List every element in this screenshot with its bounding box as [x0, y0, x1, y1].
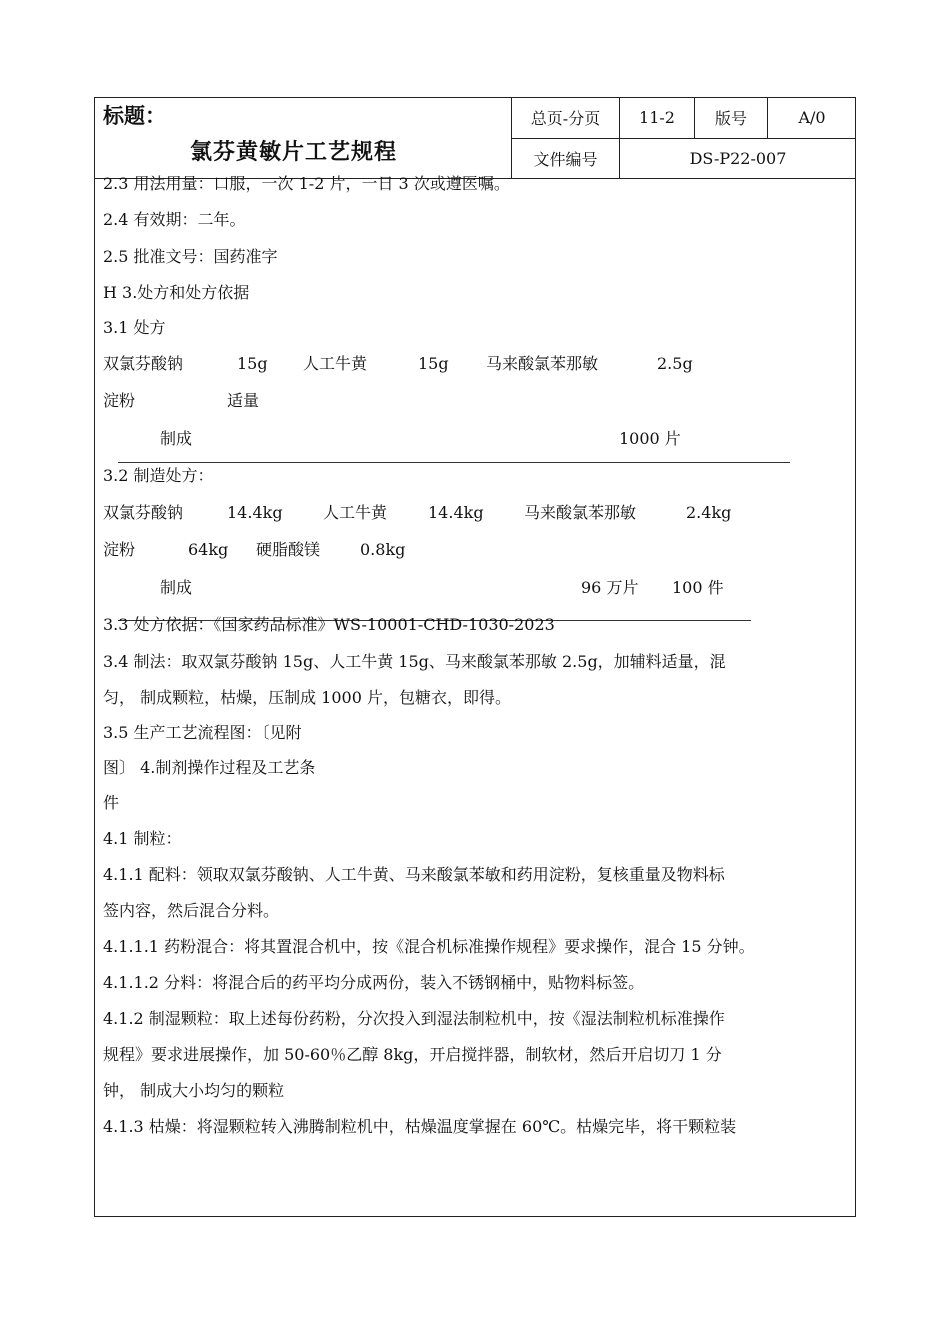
ingredient-qty: 2.5g: [657, 354, 693, 373]
ingredient-qty: 64kg: [188, 540, 229, 559]
text-line: 图〕 4.制剂操作过程及工艺条: [103, 758, 316, 777]
file-no-value-cell: [620, 139, 856, 179]
yield-value: 100 件: [672, 578, 724, 597]
text-line: 3.5 生产工艺流程图：〔见附: [103, 723, 302, 742]
text-line: 4.1.2 制湿颗粒：取上述每份药粉，分次投入到湿法制粒机中，按《湿法制粒机标准操作: [103, 1009, 725, 1028]
text-line: 3.3 处方依据：《国家药品标准》WS-10001-CHD-1030-2023: [103, 615, 555, 634]
text-line: 签内容，然后混合分料。: [103, 901, 280, 920]
ingredient-name: 马来酸氯苯那敏: [524, 503, 637, 522]
text-line: 钟， 制成大小均匀的颗粒: [103, 1081, 285, 1100]
ingredient-name: 马来酸氯苯那敏: [486, 354, 599, 373]
ingredient-name: 淀粉: [103, 391, 136, 410]
subsection-heading: 3.1 处方: [103, 318, 166, 337]
text-line: 匀， 制成颗粒，枯燥，压制成 1000 片，包糖衣，即得。: [103, 688, 511, 707]
ingredient-name: 双氯芬酸钠: [103, 354, 184, 373]
text-line: 2.3 用法用量：口服，一次 1-2 片，一日 3 次或遵医嘱。: [103, 174, 510, 193]
text-line: 规程》要求进展操作，加 50-60％乙醇 8kg，开启搅拌器，制软材，然后开启切刀 1 分: [103, 1045, 722, 1064]
yield-value: 96 万片: [581, 578, 639, 597]
file-no-label: 文件编号: [533, 150, 598, 169]
ingredient-qty: 2.4kg: [686, 503, 732, 522]
ingredient-qty: 适量: [227, 391, 260, 410]
ingredient-name: 双氯芬酸钠: [103, 503, 184, 522]
page-label-cell: [512, 97, 620, 139]
yield-label: 制成: [160, 429, 193, 448]
yield-label: 制成: [160, 578, 193, 597]
ingredient-qty: 15g: [418, 354, 449, 373]
text-line: 4.1.3 枯燥：将湿颗粒转入沸腾制粒机中，枯燥温度掌握在 60℃。枯燥完毕，将干颗粒装: [103, 1117, 737, 1136]
text-line: 4.1.1 配料：领取双氯芬酸钠、人工牛黄、马来酸氯苯敏和药用淀粉，复核重量及物料标: [103, 865, 725, 884]
ingredient-name: 人工牛黄: [323, 503, 388, 522]
text-line: 2.5 批准文号：国药准字: [103, 247, 278, 266]
ingredient-name: 硬脂酸镁: [256, 540, 321, 559]
document-title: 氯芬黄敏片工艺规程: [190, 140, 398, 165]
ingredient-qty: 14.4kg: [227, 503, 283, 522]
version-value: A/0: [798, 108, 826, 127]
version-label-cell: [695, 97, 768, 139]
ingredient-name: 淀粉: [103, 540, 136, 559]
section-heading: H 3.处方和处方依据: [103, 283, 250, 302]
ingredient-name: 人工牛黄: [303, 354, 368, 373]
text-line: 4.1.1.2 分料：将混合后的药平均分成两份，装入不锈钢桶中，贴物料标签。: [103, 973, 645, 992]
divider: [118, 462, 790, 463]
ingredient-qty: 15g: [237, 354, 268, 373]
subsection-heading: 3.2 制造处方：: [103, 466, 214, 485]
yield-value: 1000 片: [619, 429, 681, 448]
page-value-cell: [620, 97, 695, 139]
text-line: 3.4 制法：取双氯芬酸钠 15g、人工牛黄 15g、马来酸氯苯那敏 2.5g，加辅料适量，混: [103, 652, 726, 671]
text-line: 2.4 有效期：二年。: [103, 210, 246, 229]
version-label: 版号: [714, 109, 747, 128]
file-no-value: DS-P22-007: [689, 149, 787, 168]
text-line: 件: [103, 793, 120, 812]
page-label: 总页-分页: [530, 109, 601, 128]
text-line: 4.1.1.1 药粉混合：将其置混合机中，按《混合机标准操作规程》要求操作，混合 15 分钟。: [103, 937, 755, 956]
ingredient-qty: 14.4kg: [428, 503, 484, 522]
page-value: 11-2: [639, 108, 675, 127]
file-no-label-cell: [512, 139, 620, 179]
header-label: 标题：: [103, 104, 166, 128]
subsection-heading: 4.1 制粒：: [103, 829, 182, 848]
ingredient-qty: 0.8kg: [360, 540, 406, 559]
version-value-cell: [768, 97, 856, 139]
